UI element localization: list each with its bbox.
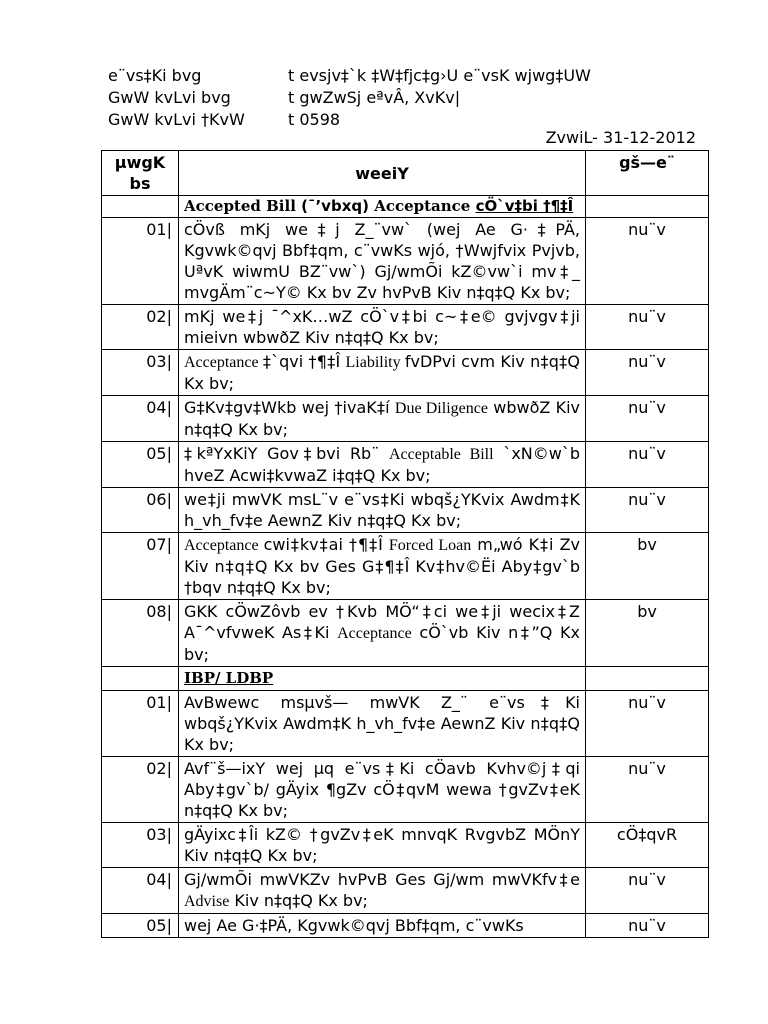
desc-part: fvDPvi cvm Kiv n‡q‡Q Kx bv;	[184, 352, 580, 393]
desc-part: m„wó K‡i Zv Kiv n‡q‡Q Kx bv Ges G‡¶‡Î Kv‡hv©Ëi Aby‡gv`b †bqv n‡q‡Q Kx bv;	[184, 535, 580, 597]
header-value: t 0598	[288, 110, 341, 129]
desc-part: ‡`qvi †¶‡Î	[262, 352, 346, 371]
serial-number: 03|	[102, 350, 179, 396]
table-header-row	[102, 151, 709, 196]
table-row	[102, 442, 709, 488]
desc-part: `xN©w`b hveZ Acwi‡kvwaZ i‡q‡Q Kx bv;	[184, 444, 580, 485]
row-status: nu¨v	[586, 305, 709, 350]
header-bank-name	[108, 66, 591, 86]
desc-part: G‡Kv‡gv‡Wkb wej †ivaK‡í	[184, 398, 395, 417]
table-row	[102, 533, 709, 600]
row-description	[179, 396, 586, 442]
row-description	[179, 868, 586, 914]
column-header-description: weeiY	[179, 151, 586, 196]
serial-number: 05|	[102, 914, 179, 938]
row-status: nu¨v	[586, 396, 709, 442]
row-status: nu¨v	[586, 442, 709, 488]
row-description: mKj we‡j ¯^xK…wZ cÖ`v‡bi c~‡e© gvjvgv‡ji mieivn wbwðZ Kiv n‡q‡Q Kx bv;	[179, 305, 586, 350]
row-description: we‡ji mwVK msL¨v e¨vs‡Ki wbqš¿YKvix Awdm‡K h_vh_fv‡e AewnZ Kiv n‡q‡Q Kx bv;	[179, 488, 586, 533]
desc-part: Kiv n‡q‡Q Kx bv;	[229, 891, 368, 910]
table-row	[102, 914, 709, 938]
desc-part: ‡kªYxKiY Gov‡bvi Rb¨	[184, 444, 389, 463]
header-label: GwW kvLvi †KvW	[108, 110, 245, 129]
row-status: nu¨v	[586, 691, 709, 757]
desc-part: Acceptance	[184, 537, 264, 554]
section-title-text: IBP/ LDBP	[184, 669, 274, 687]
row-description	[179, 350, 586, 396]
column-header-remarks: gš—e¨	[586, 151, 709, 196]
table-row	[102, 218, 709, 305]
row-status: nu¨v	[586, 218, 709, 305]
serial-number: 02|	[102, 305, 179, 350]
section-title-part: Acceptance	[374, 197, 476, 215]
row-status: cÖ‡qvR	[586, 823, 709, 868]
serial-number: 08|	[102, 600, 179, 667]
row-description: Avf¨š—ixY wej µq e¨vs‡Ki cÖavb Kvhv©j‡qi Aby‡gv`b/ gÄyix ¶gZv cÖ‡qvM wewa †gvZv‡eK n‡q‡Q Kx bv;	[179, 757, 586, 823]
section-title	[179, 196, 586, 218]
row-description: cÖvß mKj we‡j Z_¨vw` (wej Ae G·‡PÄ, Kgvwk©qvj Bbf‡qm, c¨vwKs wjó, †Wwjfvix Pvjvb, UªvK wiwmU BZ¨vw`) Gj/wmÕi kZ©vw`i mv‡_ mvgÄm¨c~Y© Kx bv Zv hvPvB Kiv n‡q‡Q Kx bv;	[179, 218, 586, 305]
desc-part: Acceptance	[184, 354, 263, 371]
desc-part: Due Diligence	[394, 400, 488, 417]
row-status: nu¨v	[586, 914, 709, 938]
row-description	[179, 533, 586, 600]
header-value: t evsjv‡`k ‡W‡fjc‡g›U e¨vsK wjwg‡UW	[288, 66, 591, 85]
checklist-table	[101, 150, 709, 938]
row-status: nu¨v	[586, 757, 709, 823]
header-branch-name	[108, 88, 460, 108]
row-description	[179, 600, 586, 667]
header-label: GwW kvLvi bvg	[108, 88, 231, 107]
row-description	[179, 442, 586, 488]
serial-number: 01|	[102, 691, 179, 757]
table-row	[102, 823, 709, 868]
serial-number: 04|	[102, 396, 179, 442]
serial-number: 07|	[102, 533, 179, 600]
serial-number: 01|	[102, 218, 179, 305]
desc-part: Acceptance	[337, 625, 412, 642]
desc-part: Forced Loan	[388, 537, 472, 554]
serial-number: 05|	[102, 442, 179, 488]
table-row	[102, 600, 709, 667]
table-row	[102, 305, 709, 350]
serial-number: 06|	[102, 488, 179, 533]
row-status: nu¨v	[586, 350, 709, 396]
desc-part: cwi‡kv‡ai †¶‡Î	[263, 535, 389, 554]
section-row-ibp-ldbp	[102, 667, 709, 691]
column-header-serial: µwgK bs	[102, 151, 179, 196]
serial-number: 03|	[102, 823, 179, 868]
row-status: nu¨v	[586, 488, 709, 533]
row-status: bv	[586, 533, 709, 600]
section-title-part: (¯’vbxq)	[301, 197, 375, 215]
table-row	[102, 488, 709, 533]
serial-number: 02|	[102, 757, 179, 823]
desc-part: Acceptable Bill	[388, 446, 494, 463]
table-row	[102, 691, 709, 757]
desc-part: GKK cÖwZôvb ev †Kvb MÖ“‡ci we‡ji wecix‡Z A¯^vfvweK As‡Ki	[184, 602, 580, 642]
serial-number: 04|	[102, 868, 179, 914]
header-value: t gwZwSj eªvÂ, XvKv|	[288, 88, 461, 107]
desc-part: Gj/wmÕi mwVKZv hvPvB Ges Gj/wm mwVKfv‡e	[184, 870, 580, 889]
row-description: AvBwewc msµvš— mwVK Z_¨ e¨vs‡Ki wbqš¿YKvix Awdm‡K h_vh_fv‡e AewnZ Kiv n‡q‡Q Kx bv;	[179, 691, 586, 757]
document-date: ZvwiL- 31-12-2012	[545, 128, 696, 147]
section-title	[179, 667, 586, 691]
table-row	[102, 757, 709, 823]
header-branch-code	[108, 110, 340, 130]
table-row	[102, 868, 709, 914]
desc-part: wbwðZ Kiv n‡q‡Q Kx bv;	[184, 398, 581, 439]
desc-part: Advise	[184, 893, 230, 910]
row-status: nu¨v	[586, 868, 709, 914]
desc-part: Liability	[345, 354, 405, 371]
desc-part: cÖ`vb Kiv n‡”Q Kx bv;	[184, 623, 581, 664]
row-description: wej Ae G·‡PÄ, Kgvwk©qvj Bbf‡qm, c¨vwKs	[179, 914, 586, 938]
section-title-part: cÖ`v‡bi †¶‡Î	[475, 197, 574, 215]
table-row	[102, 350, 709, 396]
section-row-accepted-bill	[102, 196, 709, 218]
header-label: e¨vs‡Ki bvg	[108, 66, 202, 85]
row-description: gÄyixc‡Îi kZ© †gvZv‡eK mnvqK RvgvbZ MÖnY Kiv n‡q‡Q Kx bv;	[179, 823, 586, 868]
section-title-part: Accepted Bill	[184, 197, 302, 215]
table-row	[102, 396, 709, 442]
row-status: bv	[586, 600, 709, 667]
